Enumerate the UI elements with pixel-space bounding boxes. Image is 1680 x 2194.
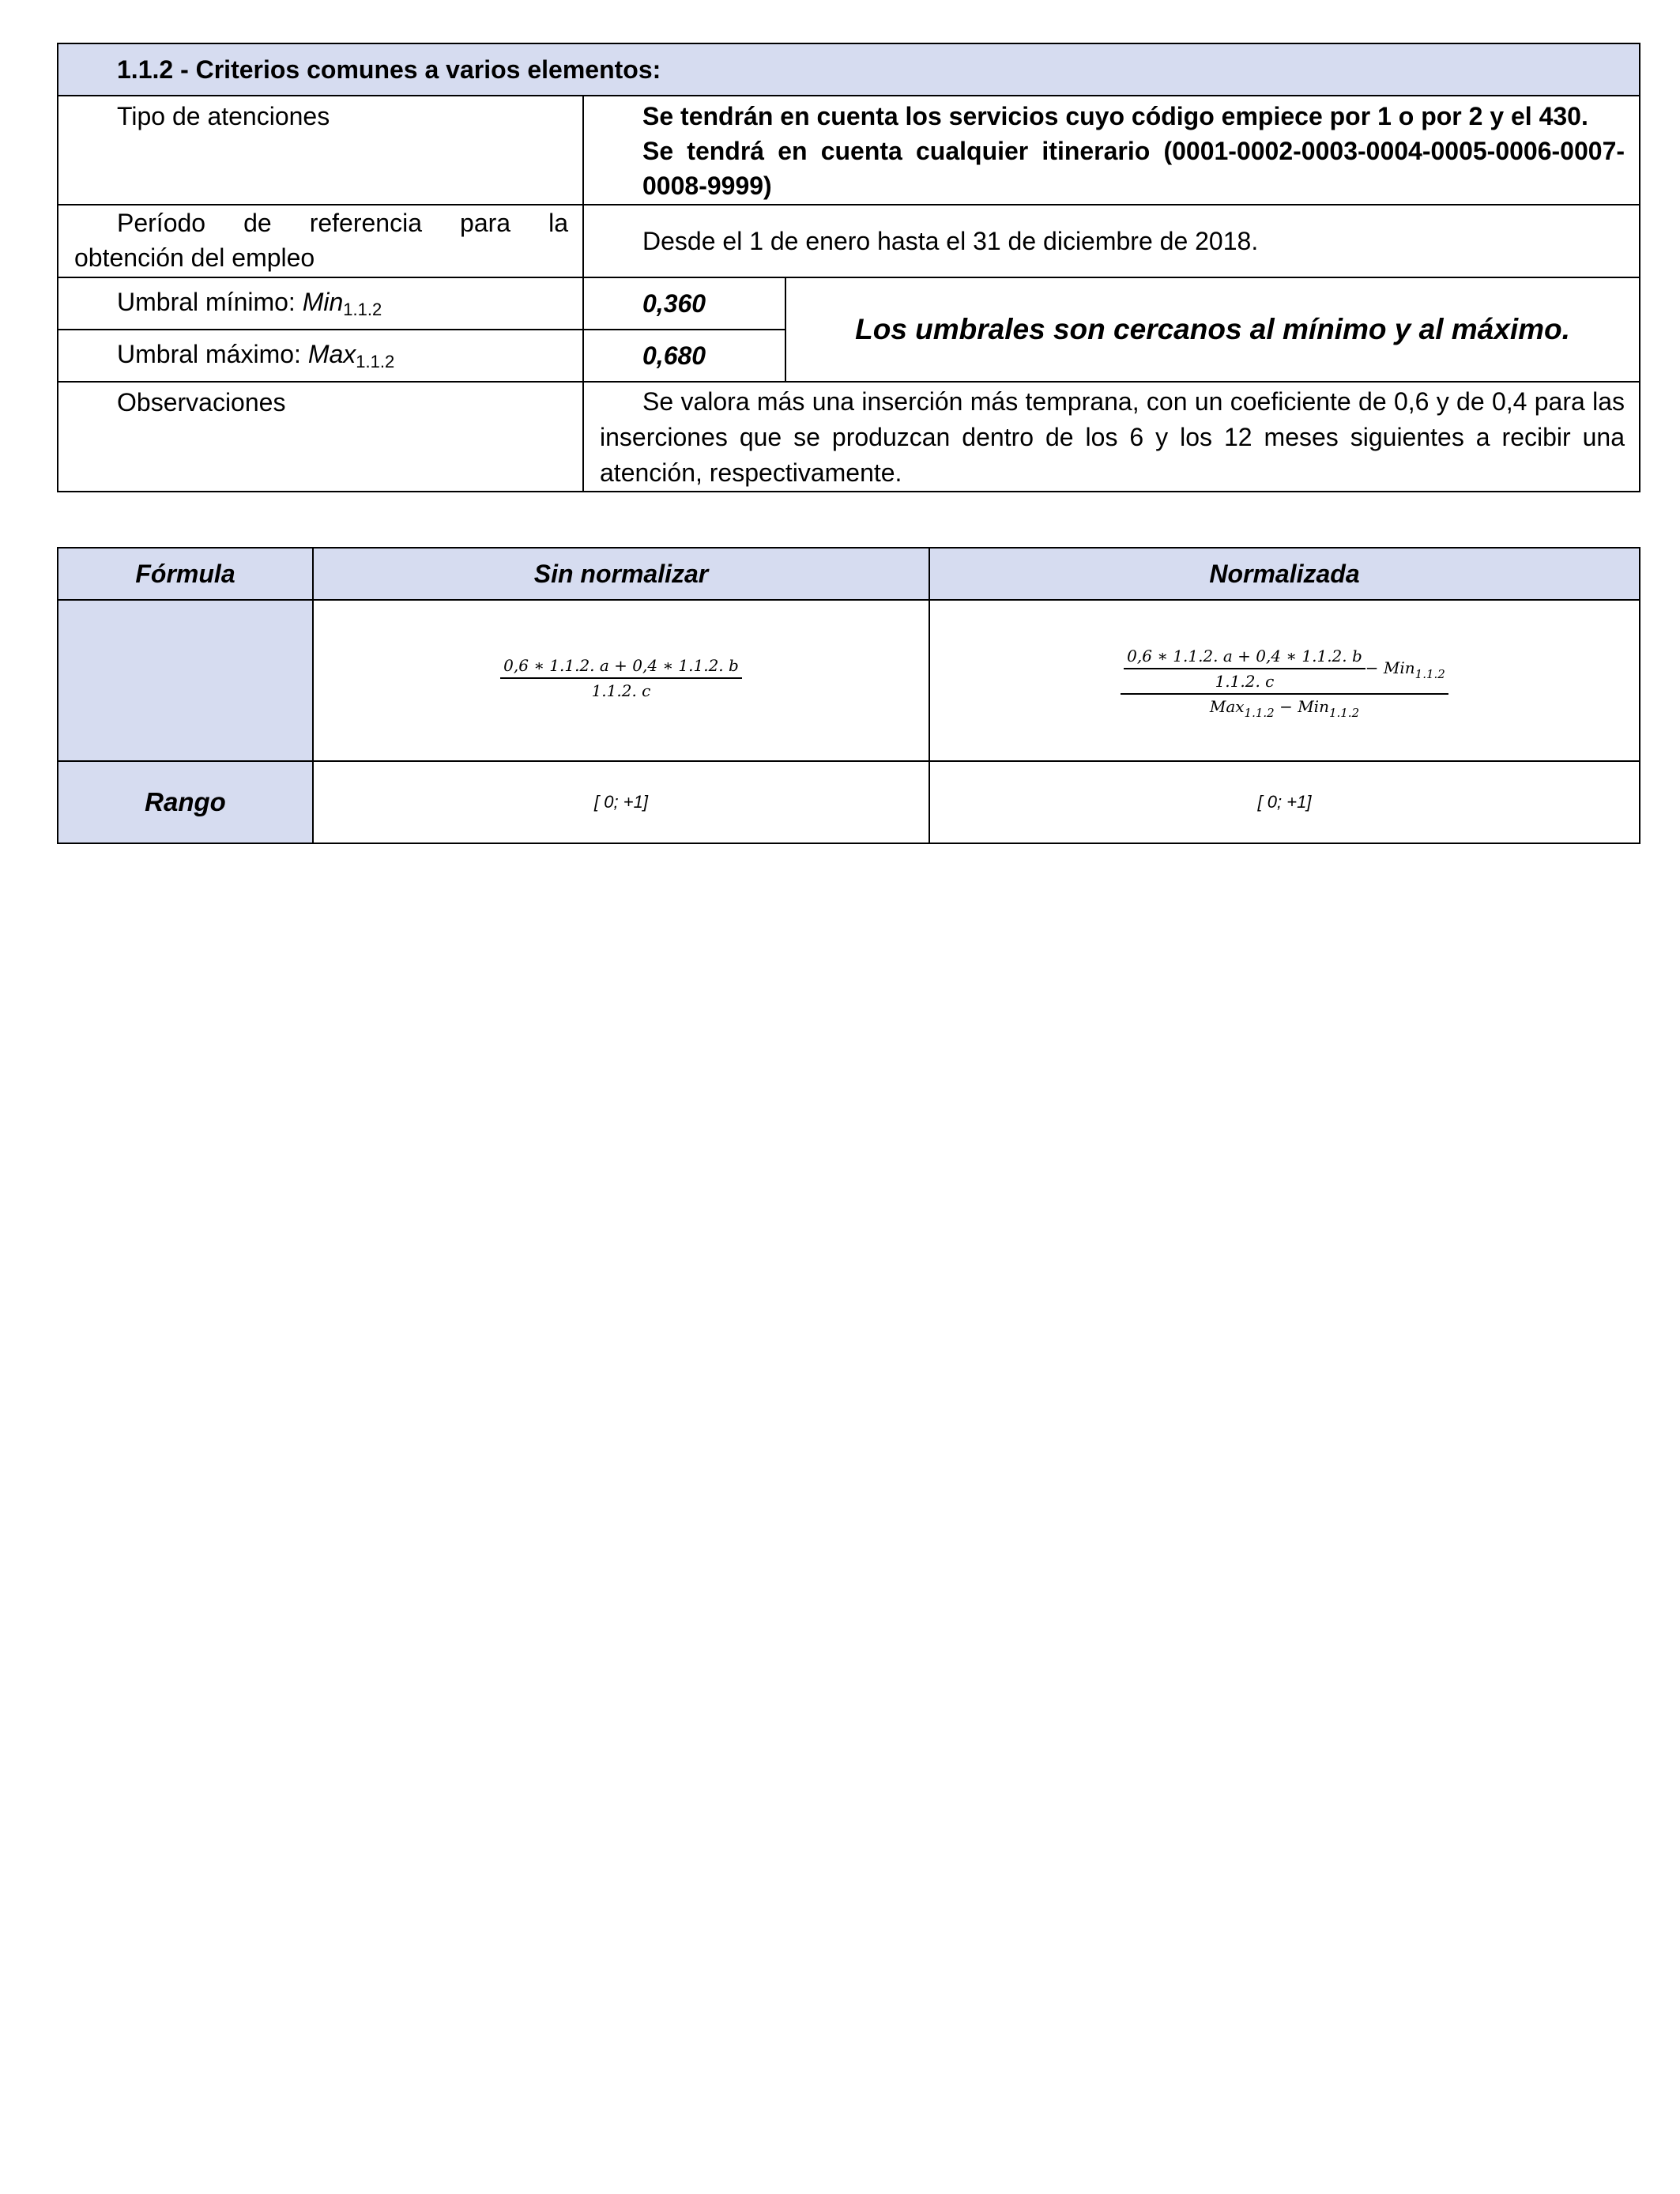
rango-sin-normalizar: [ 0; +1]: [313, 761, 929, 843]
observaciones-label-cell: [58, 382, 583, 492]
umbral-min-label-cell: [58, 277, 583, 330]
tipo-line2: Se tendrá en cuenta cualquier itinerario (0001-0002-0003-0004-0005-0006-0007-0008-9999): [642, 137, 1625, 200]
umbral-min-value: 0,360: [583, 277, 785, 330]
normalizada-inner-denominator: 1.1.2. c: [1215, 672, 1275, 691]
sin-normalizar-denominator: 1.1.2. c: [591, 681, 651, 700]
periodo-label-cell: [58, 205, 583, 277]
formula-header: Fórmula: [58, 548, 313, 600]
rango-label: Rango: [58, 761, 313, 843]
tipo-line1: Se tendrán en cuenta los servicios cuyo código empiece por 1 o por 2 y el 430.: [642, 102, 1588, 130]
umbral-max-value: 0,680: [583, 330, 785, 382]
umbral-min-label: Umbral mínimo: Min$_{1.1.2}$: [117, 287, 382, 319]
periodo-label-line2: obtención del empleo: [74, 243, 315, 272]
normalizada-inner-numerator: 0,6 ∗ 1.1.2. a + 0,4 ∗ 1.1.2. b: [1124, 647, 1365, 669]
tipo-label-cell: [58, 96, 583, 205]
periodo-label-line1: Período de referencia para la: [117, 209, 568, 237]
periodo-value-cell: [583, 205, 1640, 277]
observaciones-value-cell: [583, 382, 1640, 492]
formula-label-cell: [58, 600, 313, 761]
tipo-value-cell: [583, 96, 1640, 205]
umbral-max-label-cell: [58, 330, 583, 382]
section-title: 1.1.2 - Criterios comunes a varios elementos:: [58, 43, 1640, 96]
normalizada-denominator: Max$_{1.1.2}$ − Min$_{1.1.2}$: [1209, 697, 1360, 720]
normalizada-header: Normalizada: [929, 548, 1640, 600]
sin-normalizar-formula: [314, 656, 929, 700]
umbral-note: Los umbrales son cercanos al mínimo y al máximo.: [785, 277, 1640, 382]
sin-normalizar-header: Sin normalizar: [313, 548, 929, 600]
observaciones-label: Observaciones: [117, 388, 286, 417]
observaciones-text: Se valora más una inserción más temprana, con un coeficiente de 0,6 y de 0,4 para las inserciones que se produzcan dentro de los 6 y los 12 meses siguientes a recibir una atención, respectivamente.: [600, 387, 1625, 487]
sin-normalizar-numerator: 0,6 ∗ 1.1.2. a + 0,4 ∗ 1.1.2. b: [500, 656, 742, 679]
normalizada-formula-cell: [929, 600, 1640, 761]
normalizada-formula: [930, 647, 1639, 720]
rango-normalizada: [ 0; +1]: [929, 761, 1640, 843]
sin-normalizar-formula-cell: [313, 600, 929, 761]
umbral-max-label: Umbral máximo: Max$_{1.1.2}$: [117, 339, 395, 371]
normalizada-numerator: [1121, 647, 1448, 695]
tipo-label: Tipo de atenciones: [117, 102, 330, 130]
normalizada-minus-min: − Min$_{1.1.2}$: [1365, 658, 1445, 681]
criteria-table: [57, 43, 1640, 492]
formula-table: [57, 547, 1640, 844]
periodo-value: Desde el 1 de enero hasta el 31 de diciembre de 2018.: [642, 227, 1259, 255]
